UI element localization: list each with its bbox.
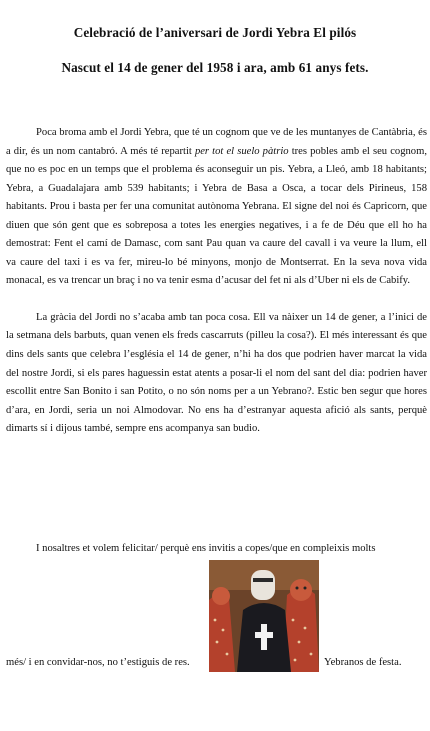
mask-eyes bbox=[253, 578, 273, 582]
festival-photo-illustration bbox=[209, 560, 319, 672]
paragraph-1-part-b: tres pobles amb el seu cognom, que no es poc en un temps que el problema és aconseguir un pis. Yebra, a Lleó, amb 18 habitants; Yebra, a Guadalajara amb 539 habitants; i Yebra de Basa a Osca, a tocar dels Pirineus, 158 habitants. Prou i basta per fer una comunitat autònoma Yebrana. El signe del noi és Capricorn, que diuen que són gent que es sobreposa a totes les energies negatives, i a fe de Déu que ell ho ha demostrat: Fent el camí de Damasc, com sant Pau quan va caure del cavall i va veure la llum, ell va caure del taxi i es va fer, mireu-lo bé minyons, monjo de Montserrat. En la seva nova vida monacal, es va trencar un braç i no va tenir esma d’acusar del fet ni als d’Uber ni els de Cabify. bbox=[6, 145, 427, 287]
right-figure-head bbox=[290, 579, 312, 601]
article-body bbox=[6, 124, 427, 457]
left-figure-head bbox=[212, 587, 230, 605]
paragraph-1-part-a: Poca broma amb el Jordi Yebra, que té un cognom que ve de les muntanyes de Cantàbria, és a dir, és un nom cantabró. A més té repartit bbox=[6, 127, 427, 157]
paragraph-3 bbox=[6, 540, 427, 559]
right-figure-eye-right bbox=[304, 587, 307, 590]
monk-mask bbox=[251, 570, 275, 600]
paragraph-1 bbox=[6, 124, 427, 291]
festival-photo bbox=[209, 560, 319, 672]
paragraph-3-photo-line bbox=[6, 560, 427, 672]
paragraph-2: La gràcia del Jordi no s’acaba amb tan poca cosa. Ell va nàixer un 14 de gener, a l’inici de la setmana dels barbuts, quan venen els freds cascarruts (pilleu la cosa?). El més interessant és que dins dels sants que celebra l’església el 14 de gener, n’hi ha dos que podrien haver marcat la vida del nostre Jordi, si els pares haguessin estat atents a posar-li el nom del sant del dia: podrien haver escollit entre San Bonito i san Potito, o no són noms per a un Yebrano?. Estic ben segur que hores d’ara, en Jordi, seria un noi Almodovar. No ens ha d’estranyar aquesta afició als sants, perquè dimarts sí i dijous també, sempre ens acompanya san budio. bbox=[6, 311, 427, 435]
paragraph-1-italic: per tot el suelo pàtrio bbox=[194, 145, 289, 157]
document-subtitle: Nascut el 14 de gener del 1958 i ara, amb 61 anys fets. bbox=[61, 60, 369, 75]
document-title: Celebració de l’aniversari de Jordi Yebra El pilós bbox=[73, 25, 357, 40]
paragraph-3-before-photo: més/ i en convidar-nos, no t’estiguis de res. bbox=[6, 657, 190, 668]
paragraph-3-line-1: I nosaltres et volem felicitar/ perquè ens invitis a copes/que en compleixis molts bbox=[36, 543, 376, 554]
paragraph-3-after-photo: Yebranos de festa. bbox=[324, 657, 402, 668]
right-figure-eye-left bbox=[296, 587, 299, 590]
